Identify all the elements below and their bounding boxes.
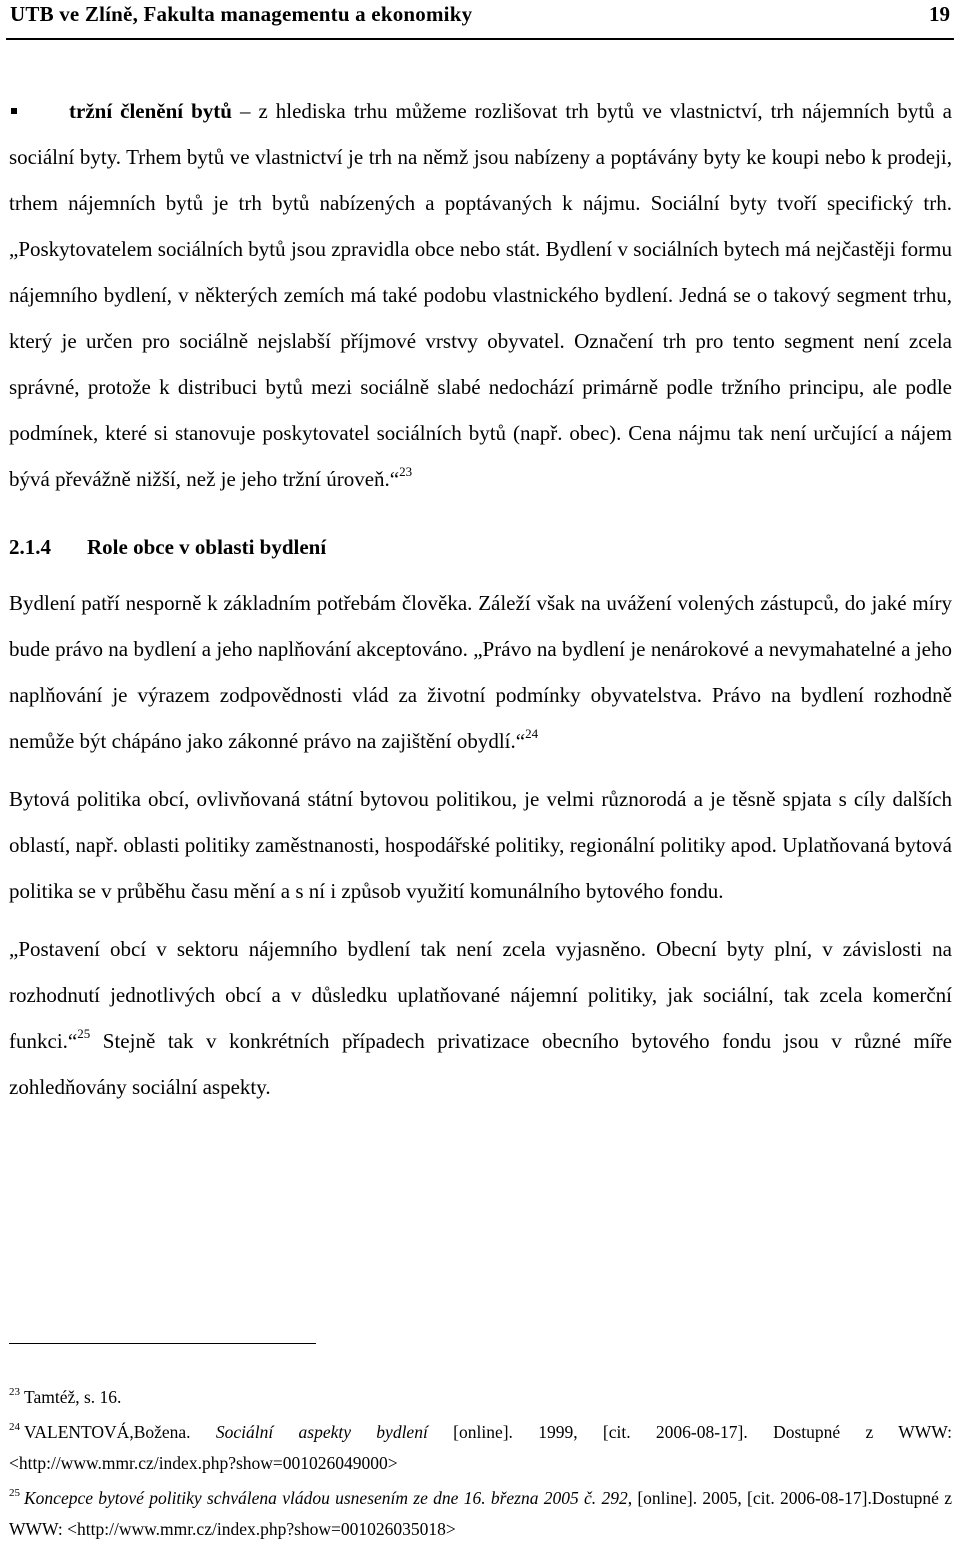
bullet-text: – z hlediska trhu můžeme rozlišovat trh bytů ve vlastnictví, trh nájemních bytů a sociální byty. Trhem bytů ve vlastnictví je trh na němž jsou nabízeny a poptávány byty ke koupi nebo k prodeji, trhem nájemních bytů je trh bytů nabízených a poptávaných k nájmu. Sociální byty tvoří specifický trh. „Poskytovatelem sociálních bytů jsou zpravidla obce nebo stát. Bydlení v sociálních bytech má nejčastěji formu nájemního bydlení, v některých zemích má také podobu vlastnického bydlení. Jedná se o takový segment trhu, který je určen pro sociálně nejslabší příjmové vrstvy obyvatel. Označení trh pro tento segment není zcela správné, protože k distribuci bytů mezi sociálně slabé nedochází primárně podle tržního principu, ale podle podmínek, které si stanovuje poskytovatel sociálních bytů (např. obec). Cena nájmu tak není určující a nájem bývá převážně nižší, než je jeho tržní úroveň.“ xyxy=(9,99,952,491)
page-header xyxy=(6,0,954,40)
page-number: 19 xyxy=(929,2,950,26)
footnote-title: Sociální aspekty bydlení xyxy=(215,1422,428,1442)
bullet-square-icon xyxy=(11,108,17,114)
footnote-number: 24 xyxy=(9,1421,20,1433)
footnote-text: Tamtéž, s. 16. xyxy=(24,1387,122,1407)
paragraph-1 xyxy=(9,580,952,764)
section-heading xyxy=(9,524,952,570)
bullet-paragraph xyxy=(9,88,952,502)
footnote-24 xyxy=(9,1417,952,1479)
footnote-ref-23[interactable]: 23 xyxy=(399,464,413,479)
footnote-25 xyxy=(9,1483,952,1545)
footnote-ref-24[interactable]: 24 xyxy=(525,726,539,741)
footnote-separator xyxy=(9,1343,316,1344)
section-title: Role obce v oblasti bydlení xyxy=(87,535,327,559)
header-title: UTB ve Zlíně, Fakulta managementu a ekonomiky xyxy=(10,2,473,26)
footnote-title: Koncepce bytové politiky schválena vládou usnesením ze dne 16. března 2005 č. 292 xyxy=(24,1488,628,1508)
paragraph-3-text-before: „Postavení obcí v sektoru nájemního bydlení tak není zcela vyjasněno. Obecní byty plní, v závislosti na rozhodnutí jednotlivých obcí a v důsledku uplatňované nájemní politiky, jak sociální, tak zcela komerční funkci.“ xyxy=(9,937,952,1053)
paragraph-1-text: Bydlení patří nesporně k základním potřebám člověka. Záleží však na uvážení volených zástupců, do jaké míry bude právo na bydlení a jeho naplňování akceptováno. „Právo na bydlení je nenárokové a nevymahatelné a jeho naplňování je výrazem zodpovědnosti vlád za životní podmínky obyvatelstva. Právo na bydlení rozhodně nemůže být chápáno jako zákonné právo na zajištění obydlí.“ xyxy=(9,591,952,753)
footnote-rest[interactable]: , [online]. 2005, [cit. 2006-08-17].Dostupné z WWW: <http://www.mmr.cz/index.php?show=001026035018> xyxy=(9,1488,952,1539)
paragraph-2-text: Bytová politika obcí, ovlivňovaná státní bytovou politikou, je velmi různorodá a je těsně spjata s cíly dalších oblastí, např. oblasti politiky zaměstnanosti, hospodářské politiky, regionální politiky apod. Uplatňovaná bytová politika se v průběhu času mění a s ní i způsob využití komunálního bytového fondu. xyxy=(9,787,952,903)
footnote-author: VALENTOVÁ,Božena. xyxy=(24,1422,216,1442)
footnotes xyxy=(9,1382,952,1549)
footnote-number: 25 xyxy=(9,1487,20,1499)
paragraph-2 xyxy=(9,776,952,914)
document-body xyxy=(9,88,952,1110)
footnote-number: 23 xyxy=(9,1386,20,1398)
footnote-23 xyxy=(9,1382,952,1413)
paragraph-3-text-after: Stejně tak v konkrétních případech privatizace obecního bytového fondu jsou v různé míře zohledňovány sociální aspekty. xyxy=(9,1029,952,1099)
section-number: 2.1.4 xyxy=(9,535,51,559)
paragraph-3 xyxy=(9,926,952,1110)
footnote-rest[interactable]: [online]. 1999, [cit. 2006-08-17]. Dostupné z WWW: <http://www.mmr.cz/index.php?show=001026049000> xyxy=(9,1422,952,1473)
footnote-ref-25[interactable]: 25 xyxy=(77,1026,91,1041)
bullet-term: tržní členění bytů xyxy=(69,99,232,123)
